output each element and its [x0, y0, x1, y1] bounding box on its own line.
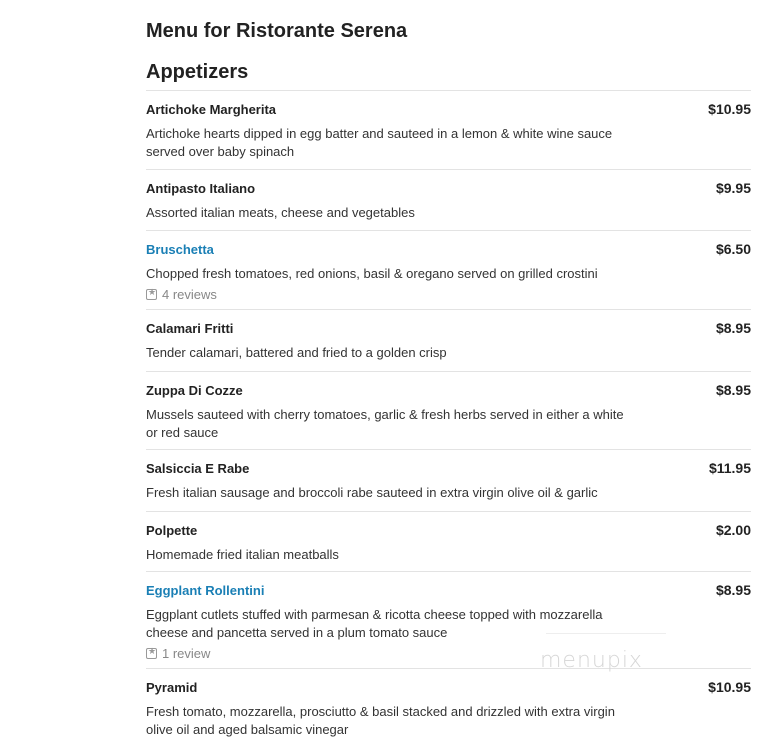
menu-item-name: Polpette: [146, 523, 198, 538]
menu-item-name-link[interactable]: Bruschetta: [146, 242, 214, 257]
menu-item-price: $8.95: [715, 320, 751, 336]
menu-item-description: Assorted italian meats, cheese and vegetables: [146, 205, 415, 220]
page-title: Menu for Ristorante Serena: [146, 20, 408, 42]
menu-item-price: $11.95: [708, 460, 751, 476]
menu-item-price: $8.95: [715, 582, 751, 598]
menu-item-name: Salsiccia E Rabe: [146, 461, 250, 476]
menu-item: [146, 309, 751, 371]
reviews-link[interactable]: [146, 646, 210, 661]
reviews-count: 4 reviews: [162, 287, 217, 302]
menu-item-name: Pyramid: [146, 680, 198, 695]
menu-item: [146, 449, 751, 511]
menu-item-description: Fresh italian sausage and broccoli rabe sauteed in extra virgin olive oil & garlic: [146, 485, 598, 500]
menu-item-price: $8.95: [715, 382, 751, 398]
menu-item-description: Mussels sauteed with cherry tomatoes, garlic & fresh herbs served in either a white or red sauce: [146, 407, 624, 440]
menu-item-price: $9.95: [715, 180, 751, 196]
menu-item: [146, 169, 751, 230]
menu-item: [146, 90, 751, 169]
menu-item-name-link[interactable]: Eggplant Rollentini: [146, 583, 265, 598]
menu-item: [146, 511, 751, 571]
review-star-icon: [146, 648, 157, 659]
menu-item: [146, 230, 751, 309]
menu-item: [146, 371, 751, 449]
menu-item-description: Homemade fried italian meatballs: [146, 547, 339, 562]
menu-item-price: $10.95: [708, 679, 751, 695]
menu-item-description: Tender calamari, battered and fried to a golden crisp: [146, 345, 447, 360]
menu-item-name: Zuppa Di Cozze: [146, 383, 243, 398]
menu-item: [146, 668, 751, 746]
menu-item-price: $10.95: [708, 101, 751, 117]
menu-item-name: Calamari Fritti: [146, 321, 234, 336]
review-star-icon: [146, 289, 157, 300]
menu-item-price: $2.00: [715, 522, 751, 538]
menu-item-name: Antipasto Italiano: [146, 181, 256, 196]
menu-item-description: Eggplant cutlets stuffed with parmesan & ricotta cheese topped with mozzarella cheese and pancetta served in a plum tomato sauce: [146, 607, 603, 640]
section-title: Appetizers: [146, 61, 249, 83]
menu-item-name: Artichoke Margherita: [146, 102, 277, 117]
menu-item-description: Fresh tomato, mozzarella, prosciutto & basil stacked and drizzled with extra virgin olive oil and aged balsamic vinegar: [146, 704, 615, 737]
menu-item-price: $6.50: [715, 241, 751, 257]
watermark-divider: [546, 633, 666, 634]
menu-item: [146, 571, 751, 668]
reviews-link[interactable]: [146, 287, 217, 302]
menu-item-description: Chopped fresh tomatoes, red onions, basil & oregano served on grilled crostini: [146, 266, 598, 281]
menu-item-description: Artichoke hearts dipped in egg batter and sauteed in a lemon & white wine sauce served over baby spinach: [146, 126, 613, 159]
menu-item-list: [146, 90, 751, 746]
watermark-logo: menupix: [540, 648, 643, 673]
reviews-count: 1 review: [162, 646, 211, 661]
